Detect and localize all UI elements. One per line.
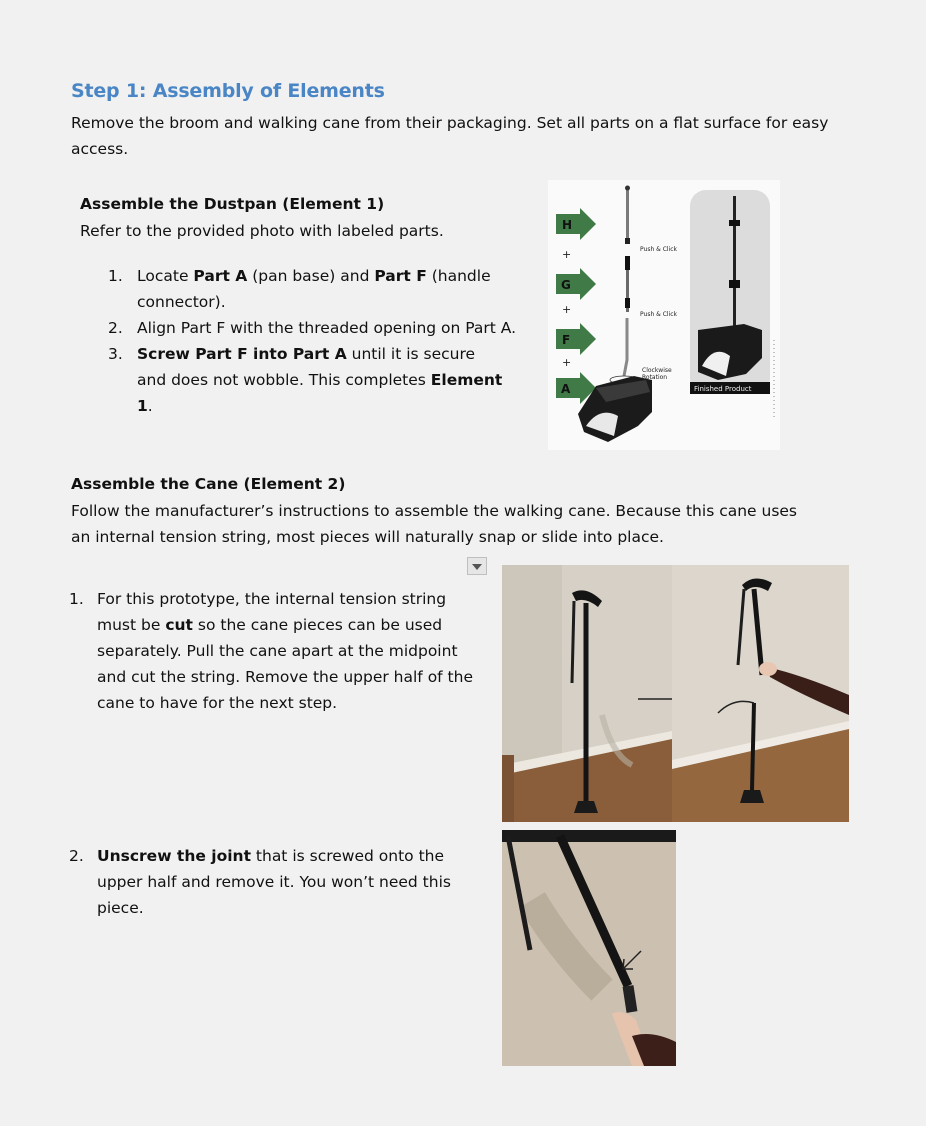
cane-joint-photo [502, 830, 676, 1066]
dustpan-subtext: Refer to the provided photo with labeled parts. [80, 222, 444, 240]
intro-paragraph: Remove the broom and walking cane from their packaging. Set all parts on a flat surface for easy access. [71, 114, 829, 158]
step-title: Step 1: Assembly of Elements [71, 80, 385, 102]
part-letter-f: F [562, 333, 571, 347]
handle-part-h [626, 186, 629, 242]
bold-text: Element 1 [137, 371, 503, 415]
handle-part-f [624, 318, 627, 376]
list-text [137, 267, 491, 311]
finished-product-label: Finished Product [694, 385, 752, 393]
part-letter-g: G [561, 278, 571, 292]
dustpan-steps [108, 263, 538, 419]
list-item [69, 586, 481, 716]
list-text [97, 847, 451, 917]
dustpan-parts-figure [548, 180, 780, 450]
bold-text: Part A [193, 267, 248, 285]
chevron-down-icon[interactable] [467, 557, 487, 575]
text-run: until it is secure and does not wobble. This completes [137, 345, 476, 389]
cane-steps-2 [69, 843, 469, 921]
cane-split-photo [502, 565, 849, 822]
text-run: that is screwed onto the upper half and remove it. You won’t need this piece. [97, 847, 451, 917]
list-text [137, 345, 502, 415]
text-run: so the cane pieces can be used separately. Pull the cane apart at the midpoint and cut the string. Remove the upper half of the cane to have for the next step. [97, 616, 473, 712]
bold-text: Unscrew the joint [97, 847, 251, 865]
text-run: For this prototype, the internal tension string must be [97, 590, 447, 634]
rotation-label: Rotation [642, 374, 668, 381]
plus-sign: + [562, 356, 572, 369]
part-letter-h: H [562, 218, 573, 232]
clockwise-label: Clockwise [642, 367, 672, 374]
cane-intro: Follow the manufacturer’s instructions to assemble the walking cane. Because this cane uses an internal tension string, most pieces will naturally snap or slide into place. [71, 502, 798, 546]
list-number: 1. [108, 267, 123, 285]
dustpan-diagram [548, 180, 780, 450]
cane-steps-1 [69, 586, 481, 716]
list-text [137, 319, 516, 337]
list-item [108, 341, 507, 419]
list-number: 2. [108, 319, 123, 337]
push-click-label: Push & Click [640, 246, 678, 253]
text-run: Align Part F with the threaded opening on Part A. [137, 319, 517, 337]
list-item [108, 263, 538, 315]
list-number: 1. [69, 590, 84, 608]
list-number: 3. [108, 345, 123, 363]
text-run: (handle connector). [137, 267, 491, 311]
bold-text: cut [165, 616, 193, 634]
list-item [69, 843, 469, 921]
list-item [108, 315, 538, 341]
list-number: 2. [69, 847, 84, 865]
text-run: (pan base) and [247, 267, 375, 285]
list-text [97, 590, 473, 712]
push-click-label: Push & Click [640, 311, 678, 318]
part-letter-a: A [561, 382, 571, 396]
cane-heading: Assemble the Cane (Element 2) [71, 475, 346, 493]
bold-text: Screw Part F into Part A [137, 345, 347, 363]
text-run: . [147, 397, 153, 415]
dustpan-heading: Assemble the Dustpan (Element 1) [80, 195, 385, 213]
plus-sign: + [562, 248, 572, 261]
plus-sign: + [562, 303, 572, 316]
text-run: Locate [137, 267, 194, 285]
bold-text: Part F [374, 267, 427, 285]
